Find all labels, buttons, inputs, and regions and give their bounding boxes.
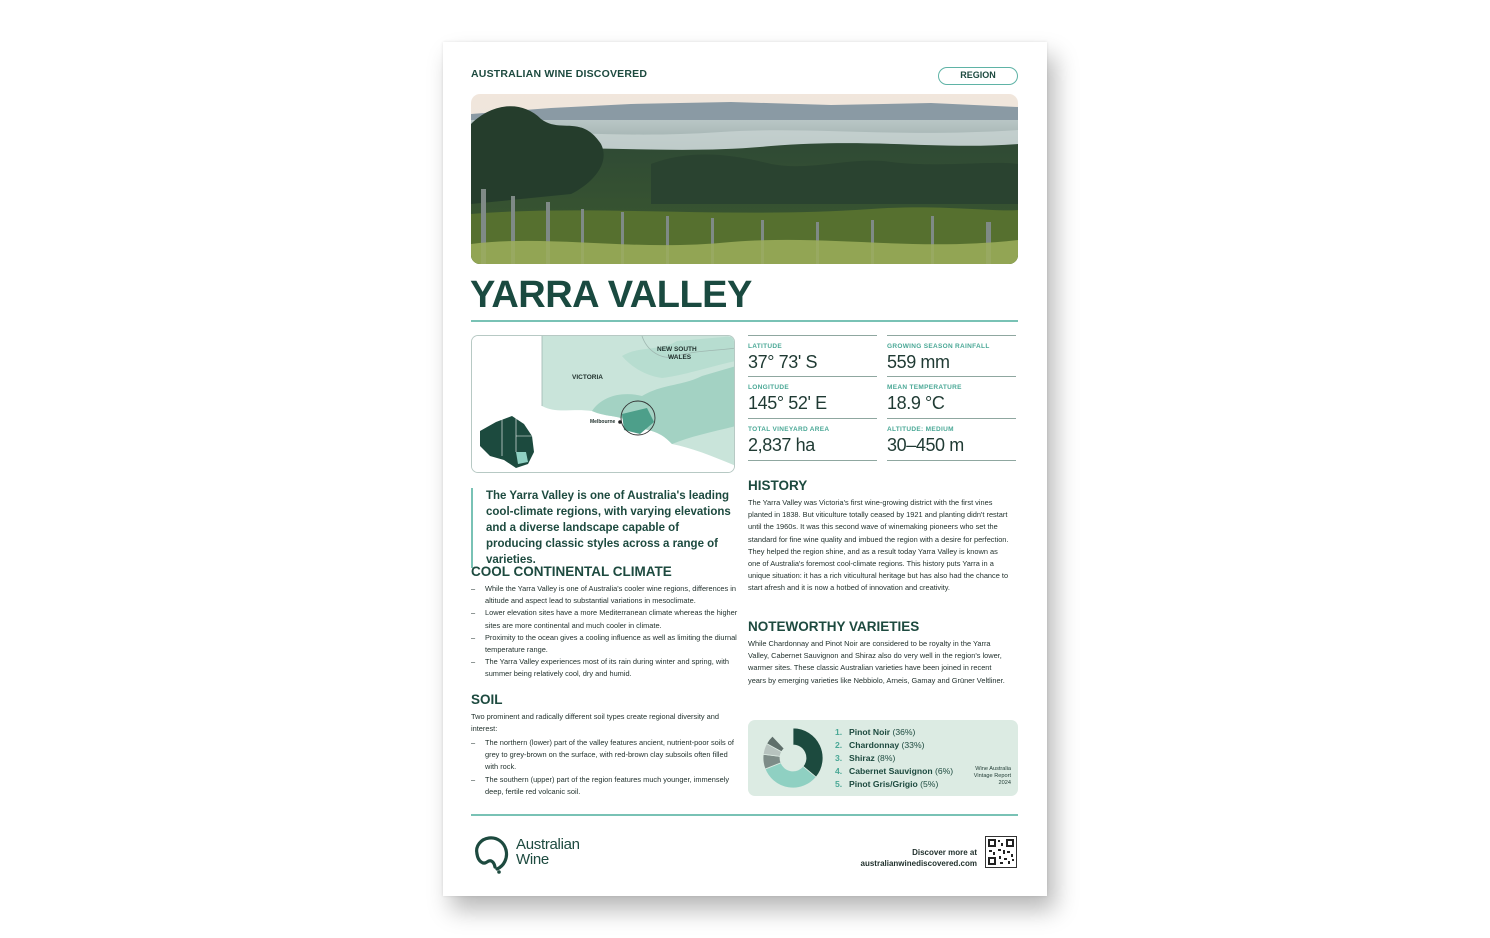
stat-latitude [748, 335, 877, 377]
soil-intro: Two prominent and radically different soil types create regional diversity and interest: [471, 712, 719, 734]
map-label-nsw-2: WALES [668, 354, 692, 361]
victoria-map-illustration [472, 336, 735, 473]
stat-value: 145° 52' E [748, 393, 827, 413]
list-item: – The Yarra Valley experiences most of its rain during winter and spring, with summer being relatively cool, dry and humid. [471, 656, 741, 680]
legend-label: Shiraz [849, 753, 875, 763]
source-line: Vintage Report [973, 773, 1011, 779]
stat-value: 559 mm [887, 352, 950, 372]
legend-label: Cabernet Sauvignon [849, 766, 933, 776]
stat-value: 30–450 m [887, 435, 964, 455]
varieties-donut-chart [760, 726, 826, 790]
history-heading: HISTORY [748, 478, 808, 493]
chart-legend [835, 726, 953, 791]
stat-label: LATITUDE [748, 343, 783, 350]
discover-more [861, 847, 978, 869]
legend-number: 1. [835, 727, 843, 737]
stat-value: 18.9 °C [887, 393, 945, 413]
legend-item [835, 726, 953, 739]
list-item: – The southern (upper) part of the region features much younger, immensely deep, fertile red volcanic soil. [471, 774, 741, 798]
fact-sheet-page [443, 42, 1047, 896]
legend-percent: (33%) [901, 740, 925, 750]
chart-source [974, 766, 1011, 787]
brand-header: AUSTRALIAN WINE DISCOVERED [471, 68, 648, 80]
climate-heading: COOL CONTINENTAL CLIMATE [471, 564, 672, 579]
climate-list [471, 583, 741, 681]
stat-rainfall [887, 335, 1016, 377]
discover-label: Discover more at [912, 848, 977, 857]
stat-altitude [887, 419, 1016, 461]
stat-label: TOTAL VINEYARD AREA [748, 426, 830, 433]
source-line: Wine Australia [975, 766, 1011, 772]
source-line: 2024 [998, 780, 1011, 786]
logo-line: Australian [516, 836, 580, 853]
varieties-heading: NOTEWORTHY VARIETIES [748, 619, 920, 634]
region-map [471, 335, 735, 473]
stat-label: MEAN TEMPERATURE [887, 384, 962, 391]
australian-wine-logo-icon [471, 834, 511, 874]
legend-item [835, 739, 953, 752]
page-title: YARRA VALLEY [470, 274, 752, 316]
vineyard-landscape-illustration [471, 94, 1018, 264]
stat-label: LONGITUDE [748, 384, 789, 391]
stat-mean-temperature [887, 377, 1016, 419]
varieties-chart-box [748, 720, 1018, 796]
legend-percent: (36%) [892, 727, 916, 737]
legend-number: 3. [835, 753, 843, 763]
legend-percent: (8%) [877, 753, 896, 763]
list-item: – Proximity to the ocean gives a cooling influence as well as limiting the diurnal temperature range. [471, 632, 741, 656]
stat-label: ALTITUDE: MEDIUM [887, 426, 954, 433]
list-item: – The northern (lower) part of the valley features ancient, nutrient-poor soils of grey to grey-brown on the surface, with red-brown clay subsoils often filled with rock. [471, 737, 741, 774]
stat-longitude [748, 377, 877, 419]
history-text: The Yarra Valley was Victoria's first wine-growing district with the first vines planted in 1838. But viticulture totally ceased by 1921 and planting didn't restart until the 1960s. It was this second wave of winemaking pioneers who set the standard for fine wine quality and imbued the region with a desire for perfection. They helped the region shine, and as a result today Yarra Valley is known as one of Australia's foremost cool-climate regions. This history puts Yarra in a unique situation: it has a rich viticultural heritage but has also had the chance to start afresh and it is now a hotbed of innovation and creativity. [748, 498, 1009, 593]
map-label-victoria: VICTORIA [572, 374, 603, 381]
website-link[interactable]: australianwinediscovered.com [860, 859, 977, 868]
legend-number: 5. [835, 779, 843, 789]
legend-item [835, 778, 953, 791]
stat-value: 2,837 ha [748, 435, 815, 455]
map-label-melbourne: Melbourne [590, 419, 616, 425]
stat-vineyard-area [748, 419, 877, 461]
region-badge: REGION [938, 67, 1018, 85]
soil-list [471, 737, 741, 798]
legend-number: 4. [835, 766, 843, 776]
list-item: – Lower elevation sites have a more Mediterranean climate whereas the higher sites are more continental and much cooler in climate. [471, 607, 741, 631]
legend-label: Pinot Noir [849, 727, 891, 737]
map-label-nsw-1: NEW SOUTH [657, 346, 697, 353]
intro-callout: The Yarra Valley is one of Australia's leading cool-climate regions, with varying elevations and a diverse landscape capable of producing classic styles across a range of varieties. [471, 488, 733, 568]
hero-photo [471, 94, 1018, 264]
legend-number: 2. [835, 740, 843, 750]
qr-code-icon[interactable] [985, 836, 1017, 868]
legend-item [835, 765, 953, 778]
logo-line: Wine [516, 851, 549, 868]
legend-percent: (5%) [920, 779, 939, 789]
list-item: – While the Yarra Valley is one of Australia's cooler wine regions, differences in altitude and aspect lead to substantial variations in mesoclimate. [471, 583, 741, 607]
legend-percent: (6%) [934, 766, 954, 776]
stat-value: 37° 73' S [748, 352, 818, 372]
footer-divider [471, 814, 1018, 816]
legend-item [835, 752, 953, 765]
logo-wordmark [516, 837, 580, 867]
stat-label: GROWING SEASON RAINFALL [887, 343, 990, 350]
varieties-text: While Chardonnay and Pinot Noir are considered to be royalty in the Yarra Valley, Cabernet Sauvignon and Shiraz also do very well in the region's lower, warmer sites. These classic Australian varieties have been joined in recent years by emerging varieties like Nebbiolo, Arneis, Gamay and Grüner Veltliner. [748, 639, 1005, 685]
soil-heading: SOIL [471, 692, 503, 707]
title-divider [471, 320, 1018, 322]
legend-label: Pinot Gris/Grigio [849, 779, 918, 789]
legend-label: Chardonnay [849, 740, 900, 750]
donut-slice-pinot-noir [793, 728, 823, 777]
